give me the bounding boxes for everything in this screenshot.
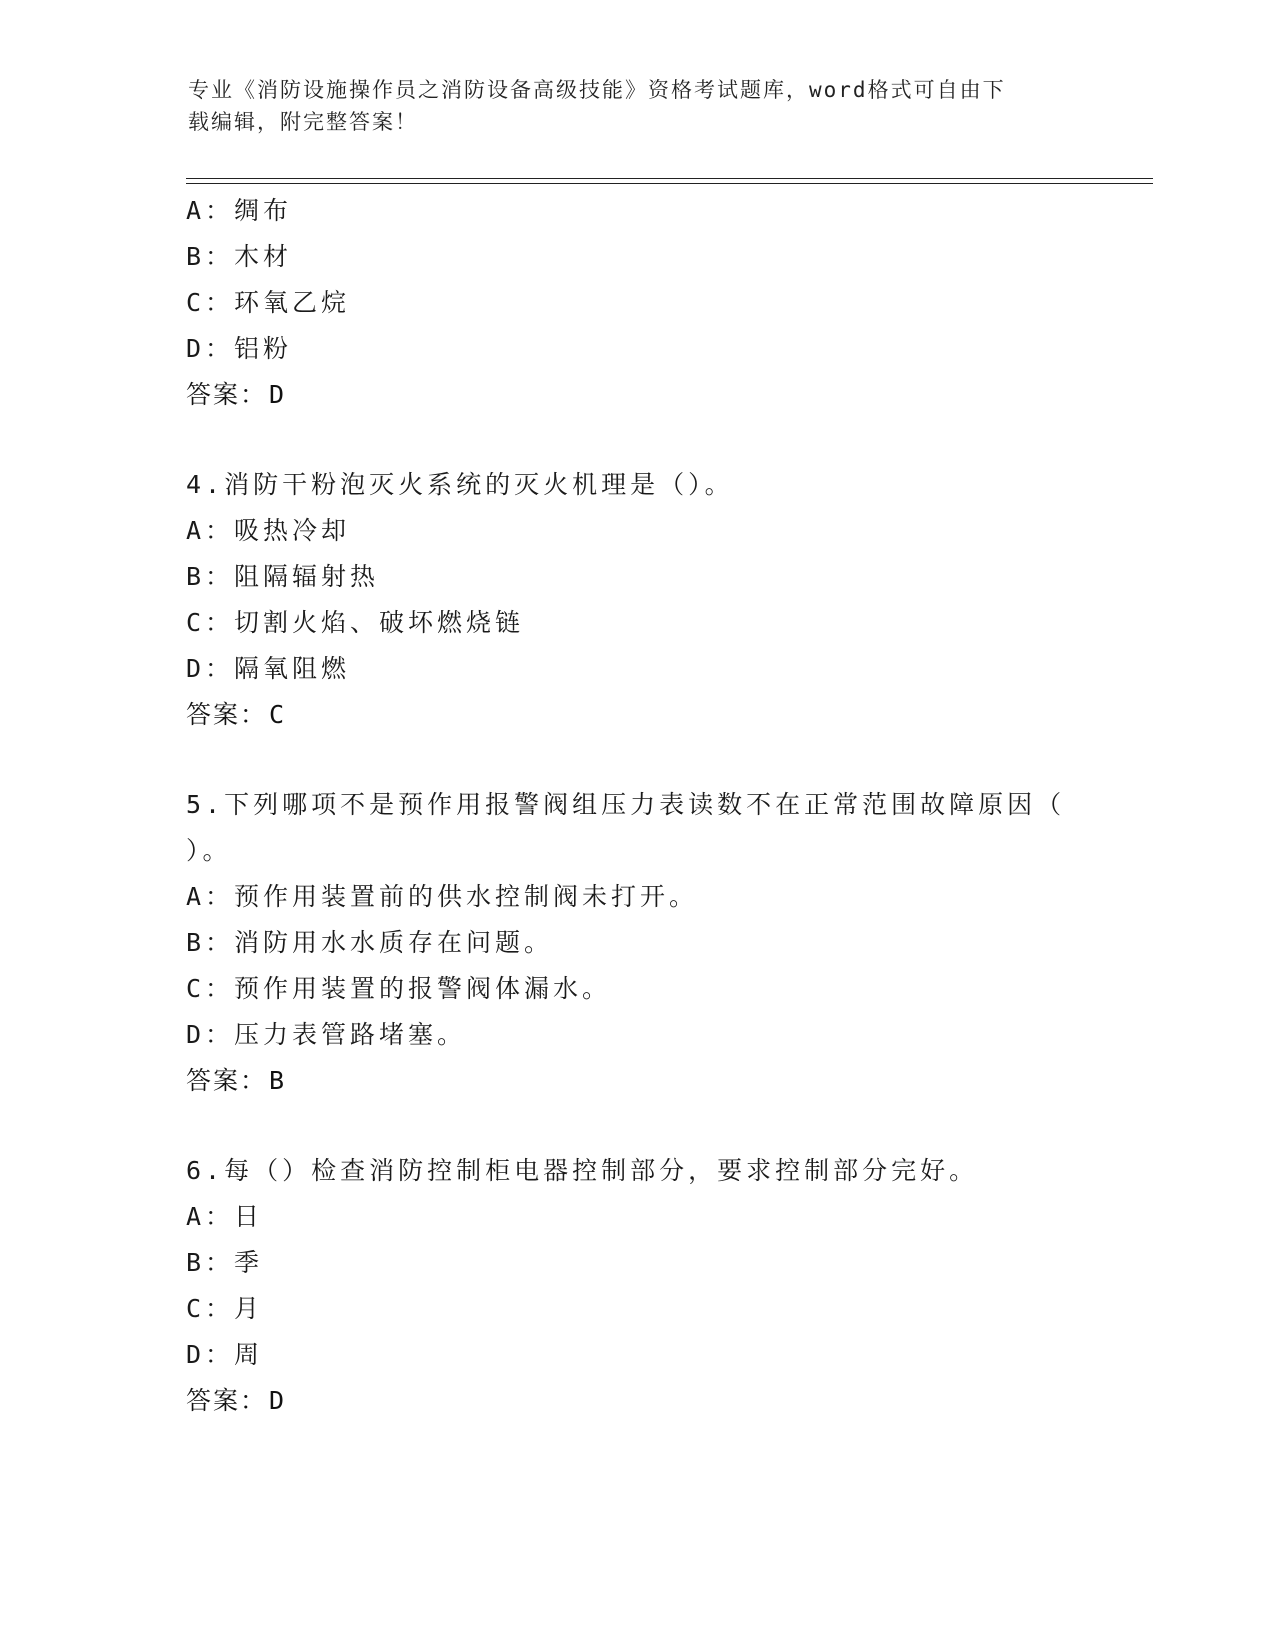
spacer [186, 738, 1086, 782]
option-b: B：季 [186, 1248, 264, 1277]
option-b: B：消防用水水质存在问题。 [186, 928, 554, 957]
answer-label: 答案： [186, 1386, 268, 1415]
question-text: 6.每（）检查消防控制柜电器控制部分，要求控制部分完好。 [186, 1156, 979, 1185]
option-d: D：隔氧阻燃 [186, 654, 351, 683]
question-6-block [186, 1148, 1086, 1424]
answer-value: C [269, 700, 287, 729]
answer-value: D [269, 1386, 287, 1415]
question-text-line-1: 5.下列哪项不是预作用报警阀组压力表读数不在正常范围故障原因（ [186, 790, 1066, 819]
question-3-block [186, 188, 1086, 418]
header-divider-top [186, 178, 1153, 179]
option-a: A：日 [186, 1202, 264, 1231]
option-d: D：铝粉 [186, 334, 293, 363]
answer-line [186, 1058, 1086, 1104]
option-c: C：切割火焰、破坏燃烧链 [186, 608, 525, 637]
question-list [186, 188, 1086, 1424]
header-divider-bottom [186, 183, 1153, 184]
spacer [186, 1104, 1086, 1148]
answer-label: 答案： [186, 380, 268, 409]
option-d: D：周 [186, 1340, 264, 1369]
question-text-line-2: ）。 [186, 836, 232, 865]
header-line-1: 专业《消防设施操作员之消防设备高级技能》资格考试题库，word格式可自由下 [188, 78, 1006, 102]
answer-value: B [269, 1066, 287, 1095]
option-c: C：月 [186, 1294, 264, 1323]
option-a: A：吸热冷却 [186, 516, 351, 545]
header-line-2: 载编辑，附完整答案！ [188, 110, 418, 134]
answer-line [186, 372, 1086, 418]
option-c: C：预作用装置的报警阀体漏水。 [186, 974, 612, 1003]
answer-value: D [269, 380, 287, 409]
option-d: D：压力表管路堵塞。 [186, 1020, 467, 1049]
question-4-block [186, 462, 1086, 738]
option-b: B：木材 [186, 242, 293, 271]
question-text: 4.消防干粉泡灭火系统的灭火机理是（）。 [186, 470, 734, 499]
answer-label: 答案： [186, 700, 268, 729]
option-a: A：绸布 [186, 196, 293, 225]
option-c: C：环氧乙烷 [186, 288, 351, 317]
spacer [186, 418, 1086, 462]
answer-label: 答案： [186, 1066, 268, 1095]
document-header [188, 74, 1088, 138]
answer-line [186, 1378, 1086, 1424]
question-5-block [186, 782, 1086, 1104]
option-b: B：阻隔辐射热 [186, 562, 380, 591]
option-a: A：预作用装置前的供水控制阀未打开。 [186, 882, 699, 911]
answer-line [186, 692, 1086, 738]
